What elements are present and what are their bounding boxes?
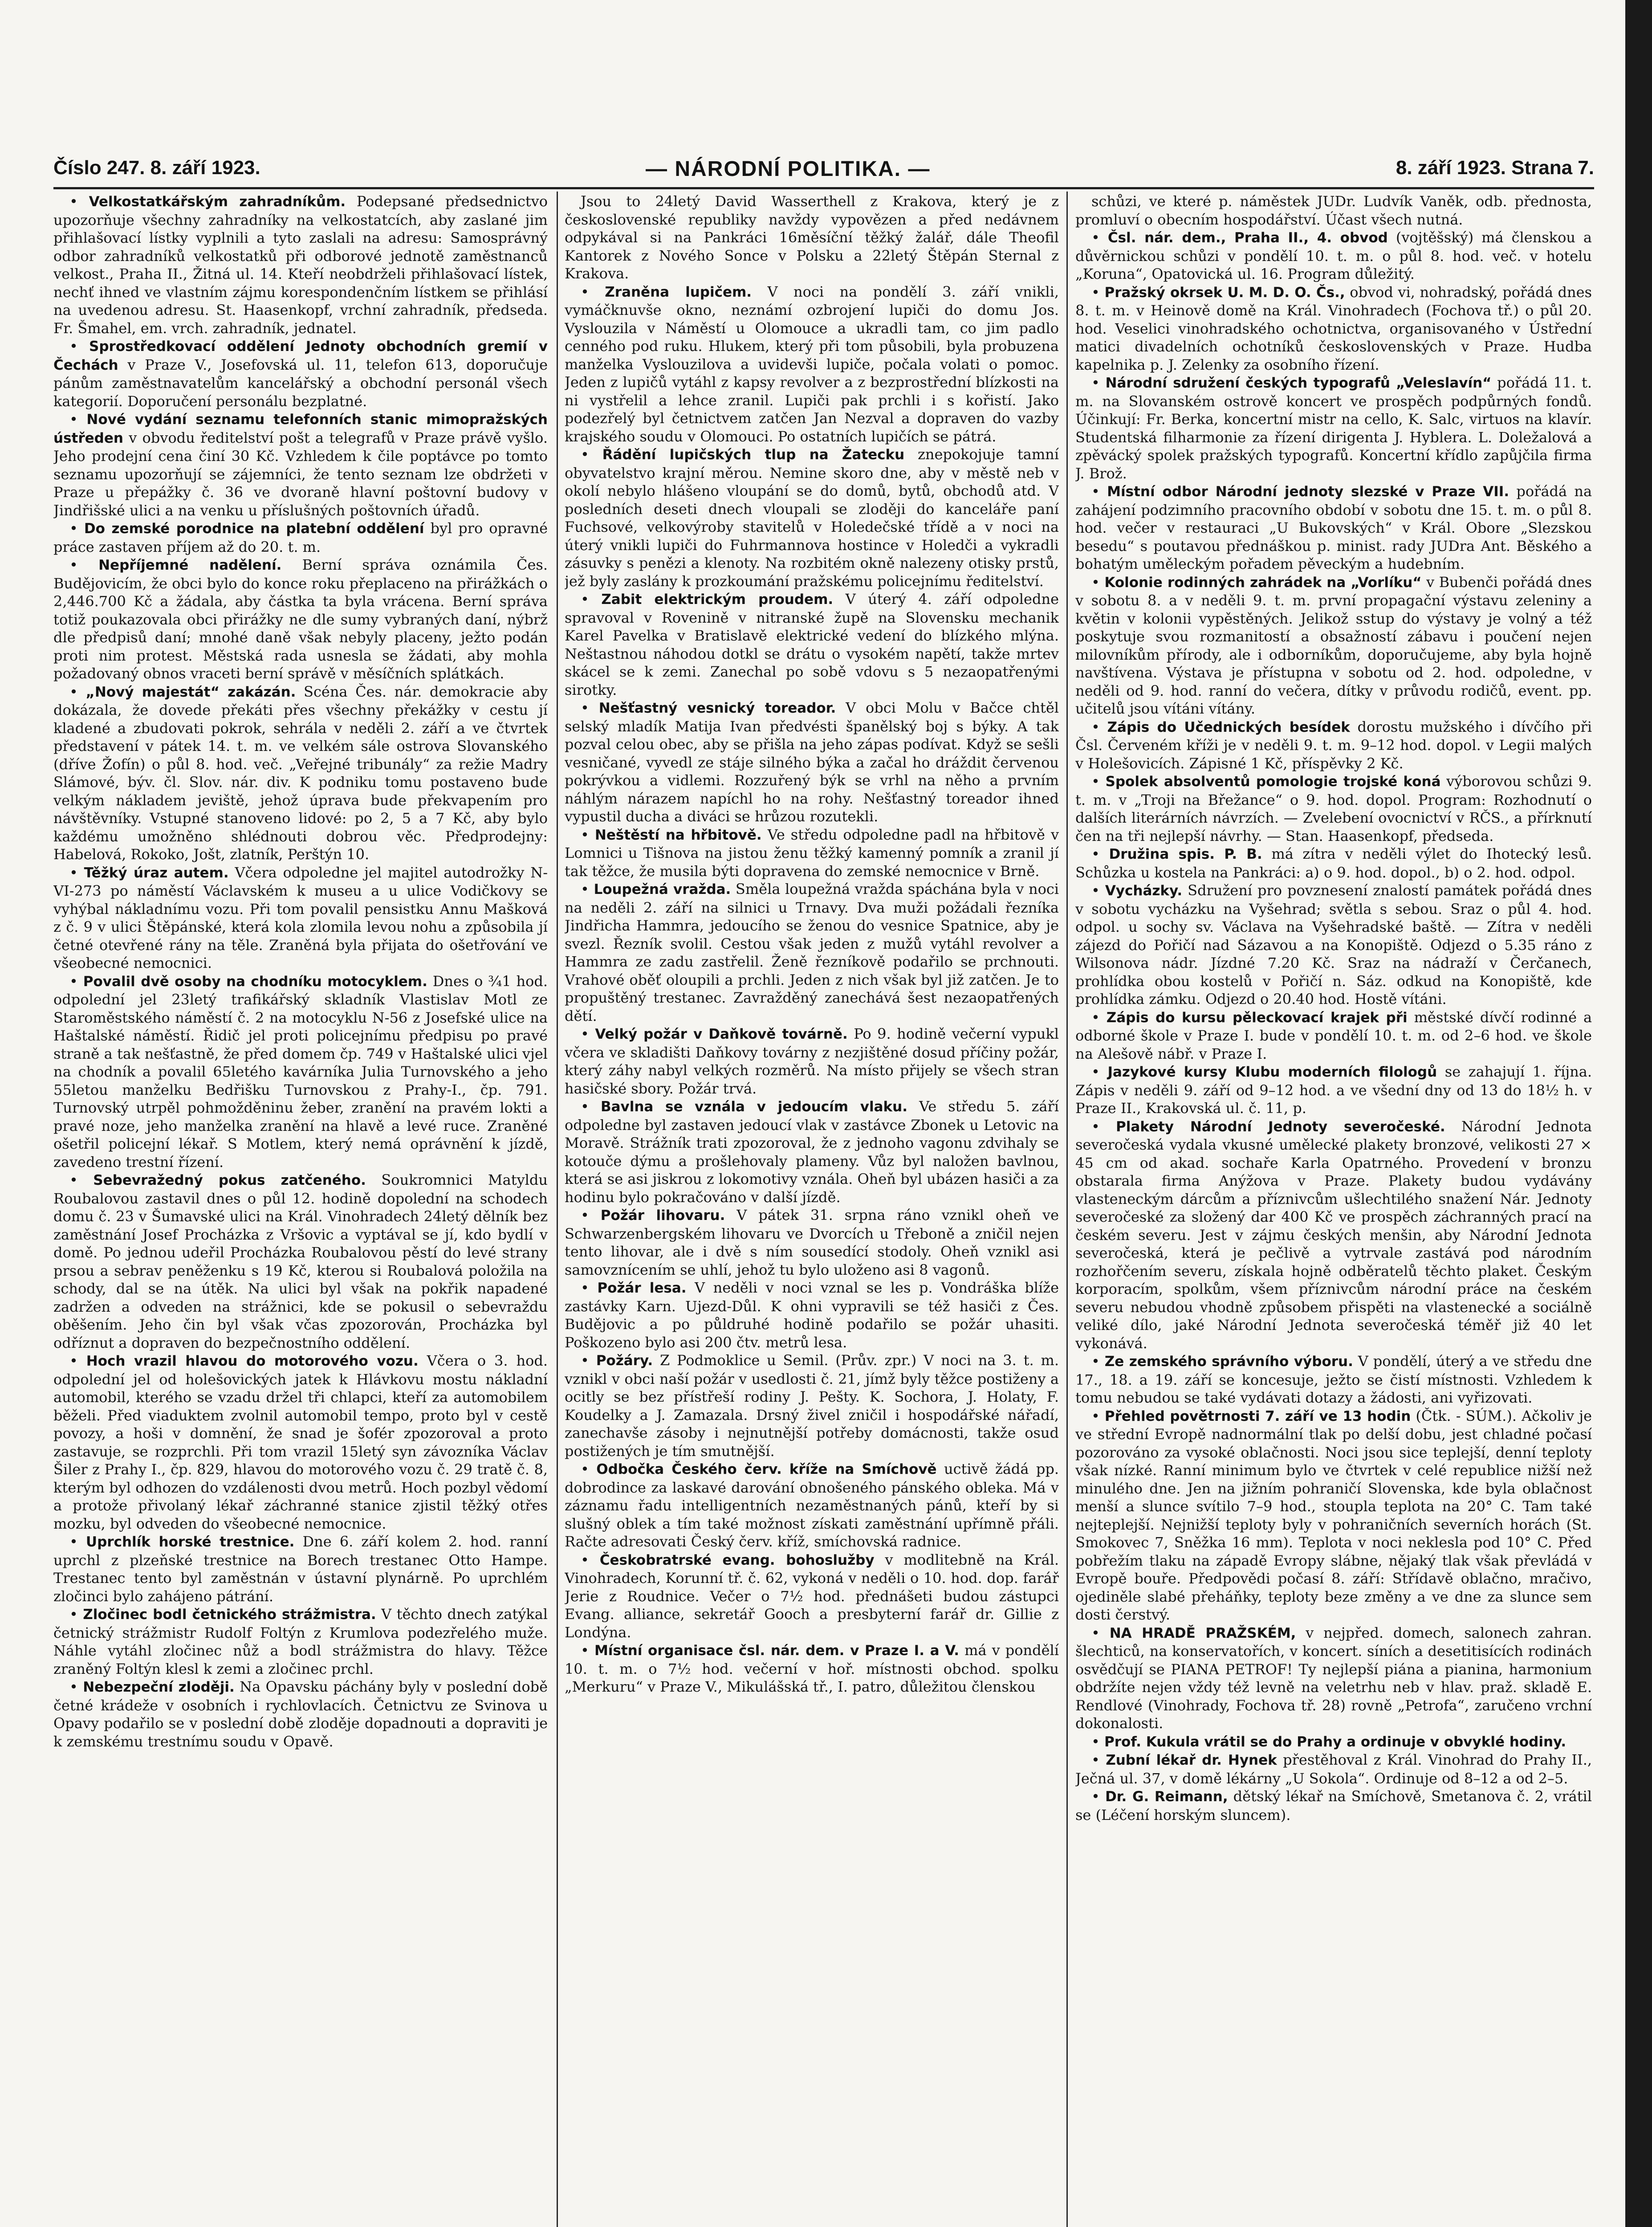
bullet-icon: • [69,1533,86,1550]
article-body: Po 9. hodině večerní vypukl včera ve skladišti Daňkovy továrny z nezjištěné dosud příčiny požár, který záhy nabyl velkých rozměrů. Na místo přijely se všech stran hasičské sbory. Požár trvá. [565,1025,1059,1097]
article-headline: Dr. G. Reimann, [1105,1789,1228,1805]
bullet-icon: • [69,972,83,990]
article-body: městské dívčí rodinné a odborné škole v Praze I. bude v pondělí 10. t. m. od 2–6 hod. ve škole na Alešově nábř. v Praze I. [1075,1008,1592,1062]
bullet-icon: • [69,864,84,881]
article-body: Na Opavsku páchány byly v poslední době četné krádeže v osobních i rychlovlacích. Četnictvu ze Svinova u Opavy podařilo se v poslední době zloděje dopadnouti a dopraviti je k zemskému trestnímu soudu v Opavě. [53,1678,548,1750]
article [565,1279,1059,1351]
column-rule-2 [1066,192,1068,2227]
article [565,1551,1059,1642]
article-body: Soukromnici Matyldu Roubalovou zastavil dnes o půl 12. hodině dopolední na schodech domu č. 23 v Šumavské ulici na Král. Vinohradech 24letý dělník bez zaměstnání Josef Procházka z Vršovic a vyptával se jí, kdo bydlí v domě. Po jednou udeřil Procházka Roubalovou pěstí do levé strany prsou a sebrav peněženku s 19 Kč, kterou si Roubalová položila na schody, dal se na útěk. Na ulici byl však na pokřik napadené zadržen a odveden na strážnici, kde se pokusil o sebevraždu oběšením. Jeho čin byl však včas zpozorován, Procházka byl odříznut a dopraven do bezpečnostního oddělení. [53,1171,548,1351]
article-headline: Nové vydání seznamu telefonních stanic mimopražských ústředen [53,412,548,446]
article-body: má v pondělí 10. t. m. o 7½ hod. večerní v hoř. místnosti obchod. spolku „Merkuru“ v Praze V., Mikulášská tř., I. patro, důležitou členskou [565,1642,1059,1695]
bullet-icon: • [1091,283,1105,301]
article [565,1206,1059,1279]
article-headline: Zubní lékař dr. Hynek [1106,1752,1277,1768]
article-headline: Požár lesa. [597,1280,687,1296]
article-body: znepokojuje tamní obyvatelstvo krajní měrou. Nemine skoro dne, aby v městě neb v okolí nebylo hlášeno vloupání se do domů, bytů, obchodů atd. V posledních deseti dnech vloupali se zloději do kanceláře paní Fuchsové, velkovýroby stavitelů v Holedečské třídě a v noci na úterý vnikli lupiči do Fuhrmannova hostince v Holedči a vykradli zásuvky s penězi a klenoty. Na rozbitém okně nalezeny otisky prstů, jež byly zaslány k prozkoumání pražskému policejnímu ředitelství. [565,446,1059,590]
article-body: Včera odpoledne jel majitel autodrožky N-VI-273 po náměstí Václavském k museu a u ulice Vodičkovy se vyhýbal nákladnímu vozu. Při tom povalil pensistku Annu Mašková z č. 9 v ulici Štěpánské, která kola zlomila levou nohu a způsobila jí četné otevřené rány na těle. Zraněná byla přijata do ošetřování ve všeobecné nemocnici. [53,864,548,971]
bullet-icon: • [581,1098,601,1115]
article-body: Včera o 3. hod. odpolední jel od holešovických jatek k Hlávkovu mostu nákladní automobil, kterého se vzadu držel tři chlapci, kteří za automobilem běželi. Před viaduktem zvolnil automobil tempo, proto byl v cestě povozy, a hoši v domnění, že snad je šofér zpozoroval a proto zastavuje, se rozprchli. Při tom vrazil 15letý syn závozníka Václav Šiler z Prahy I., čp. 829, hlavou do motorového vozu č. 29 tratě č. 8, kterým byl odhozen do vzdálenosti dvou metrů. Hoch pozbyl vědomí a protože přivolaný lékař záchranné stanice zjistil těžký otřes mozku, byl odveden do všeobecné nemocnice. [53,1352,548,1532]
article-headline: NA HRADĚ PRAŽSKÉM, [1109,1625,1296,1641]
article [565,445,1059,590]
article-headline: Místní odbor Národní jednoty slezské v Praze VII. [1107,484,1510,500]
bullet-icon: • [1091,374,1106,391]
article-body: má zítra v neděli výlet do Ihotecký lesů. Schůzka u kostela na Pankráci: a) o 9. hod. dopol., b) o 2. hod. odpol. [1075,845,1592,881]
column-3 [1075,192,1592,2227]
article-headline: Místní organisace čsl. nár. dem. v Praze I. a V. [594,1643,960,1659]
article [1075,845,1592,881]
bullet-icon: • [1091,483,1107,500]
article [1075,1352,1592,1407]
bullet-icon: • [1091,1353,1105,1370]
article-body: Směla loupežná vražda spáchána byla v noci na neděli 2. září na silnici u Trnavy. Dva muži požádali řezníka Jindřicha Hammra, jedoucího se ženou do vesnice Spatnice, aby je svezl. Řezník svolil. Cestou však jeden z mužů vytáhl revolver a Hammra ze zadu zastřelil. Ženě řezníkově podařilo se prchnouti. Vrahové oběť oloupili a prchli. Jeden z nich však byl již zatčen. Je to propuštěný trestanec. Zavražděný zanechává šest nezaopatřených dětí. [565,881,1059,1024]
article-body: V noci na pondělí 3. září vnikli, vymáčknuvše okno, neznámí ozbrojení lupiči do domu Jos. Vyslouzila v Náměstí u Olomouce a ukradli tam, co jim padlo cenného pod ruku. Hlukem, který při tom působili, byla probuzena manželka Vyslouzilova a uvidevši lupiče, počala volati o pomoc. Jeden z lupičů vytáhl z kapsy revolver a z bezprostřední blízkosti na ni vystřelil a lehce zranil. Lupiči pak prchli i s kořistí. Jako podezřelý byl četnictvem zatčen Jan Nezval a dopraven do vazby krajského soudu v Olomouci. Po ostatních lupičích se pátrá. [565,283,1059,445]
article-headline: Nebezpeční zloději. [83,1679,235,1695]
article-body: (Čtk. - SÚM.). Ačkoliv je ve střední Evropě nadnormální tlak po delší dobu, jest chladné počasí pozorováno za vysoké oblačnosti. Noci jsou sice teplejší, denní teploty však nízké. Ranní minimum bylo ve čtvrtek v celé republice nižší než minulého dne. Jen na jižním pohraničí Slovenska, kde byla oblačnost menší a slunce svítilo 7–9 hod., stoupla teplota na 20° C. Tam také nejteplejší. Nejnižší teploty byly v pohraničních severních horách (St. Smokovec 7, Sněžka 16 mm). Teplota v noci neklesla pod 10° C. Před pobřežím tlaku na západě Evropy slábne, nějaký tlak však převládá v Evropě bouře. Předpovědi počasí 8. září: Střídavě oblačno, mračivo, ojediněle slabé přeháňky, teploty beze změny a ve dne za slunce sem dosti čerstvý. [1075,1407,1592,1623]
article-headline: Českobratrské evang. bohoslužby [599,1552,875,1568]
article-body: Národní Jednota severočeská vydala vkusné umělecké plakety bronzové, velikosti 27 × 45 cm od akad. sochaře Karla Opatrného. Provedení v bronzu obstarala firma Anýžova v Praze. Plakety budou vydávány vlasteneckým dárcům a příznivcům ušlechtilého snažení Nár. Jednoty severočeské za složený dar 400 Kč ve prospěch záchranných prací na českém severu. Jest v zájmu českých menšin, aby Národní Jednota severočeská, která je pečlivě a vytrvale zastává pod národním rozhořčením severu, získala hojně odběratelů těchto plaket. Českým korporacím, spolkům, všem příznivcům národní práce na českém severu nebudou vhodně způsobem přispěti na vlastenecké a sociálně veliké dílo, jaké Národní Jednota severočeská téměř již 40 let vykonává. [1075,1118,1592,1352]
article-body: Podepsané předsednictvo upozorňuje všechny zahradníky na velkostatcích, aby zaslané jim přihlašovací lístky vyplnili a tyto zaslali na adresu: Samosprávný odbor zahradníků velkostatků při odborové jednotě zaměstnanců velkost., Praha II., Žitná ul. 14. Kteří neobdrželi přihlašovací lístek, nechť ihned ve vlastním zájmu korespondenčním lístkem se přihlásí na uvedenou adresu. St. Haasenkopf, vrchní zahradník, předseda. Fr. Šmahel, em. vrch. zahradník, jednatel. [53,193,548,337]
article-headline: Řádění lupičských tlup na Žatecku [602,447,905,463]
bullet-icon: • [581,1352,596,1369]
article-headline: Hoch vrazil hlavou do motorového vozu. [86,1353,419,1369]
article-headline: Pražský okrsek U. M. D. O. Čs., [1104,284,1345,301]
article [565,1097,1059,1206]
article-headline: Sebevražedný pokus zatčeného. [93,1172,366,1188]
article-body: pořádá 11. t. m. na Slovanském ostrově koncert ve prospěch podpůrných fondů. Účinkují: Fr. Berka, koncertní mistr na cello, K. Salc, virtuos na klavír. Studentská filharmonie za řízení dirigenta J. Hyblera. L. Doležalová a zpěvácký spolek pražských typografů. Koncertní křídlo zapůjčila firma J. Brož. [1075,374,1592,482]
bullet-icon: • [1091,229,1108,246]
page-number: 8. září 1923. Strana 7. [1396,157,1594,179]
bullet-icon: • [581,881,594,897]
article-body: Scéna Čes. nár. demokracie aby dokázala, že dovede překáti přes všechny překážky v cestu jí kladené a zbudovati pokrok, sehrála v neděli 2. září a ve čtvrtek představení v pátek 14. t. m. ve velkém sále ostrova Slovanského (dříve Žofín) o půl 8. hod. več. „Veřejné tribunály“ za režie Madry Slámové, býv. čl. Slov. nár. div. K podniku tomu postaveno bude velkým nákladem jeviště, jehož úprava bude překvapením pro návštěvníky. Vstupné stanoveno lidové: po 2, 5 a 7 Kč, aby bylo každému umožněno shlédnouti dobrou věc. Předprodejny: Habelová, Rokoko, Jošt, zlatník, Perštýn 10. [53,683,548,863]
article [565,1351,1059,1460]
article-body: dorostu mužského i dívčího při Čsl. Červeném kříži je v neděli 9. t. m. 9–12 hod. dopol. v Legii malých v Holešovicích. Zápisné 1 Kč, příspěvky 2 Kč. [1075,718,1592,772]
page-header [53,157,1594,188]
masthead: — NÁRODNÍ POLITIKA. — [646,157,931,181]
article-headline: Národní sdružení českých typografů „Veleslavín“ [1105,375,1492,391]
article-headline: Velkostatkářským zahradníkům. [89,194,346,210]
article-headline: Nepříjemné nadělení. [98,557,282,573]
bullet-icon: • [1091,773,1106,790]
article [1075,1118,1592,1353]
article [1075,1733,1592,1751]
article-headline: Družina spis. P. B. [1109,846,1262,862]
bullet-icon: • [1091,718,1107,735]
article-headline: Bavlna se vznála v jedoucím vlaku. [600,1099,907,1115]
article [53,1352,548,1533]
article [565,590,1059,699]
article-body: obvod vi, nohradský, pořádá dnes 8. t. m. v Heinově domě na Král. Vinohradech (Fochova tř.) o půl 20. hod. Veselici vinohradského ochotnictva, organisovaného v Ústřední matici divadelních ochotníků československých v Praze. Hudba kapelnika p. J. Zelenky za osobního řízení. [1075,283,1592,373]
article-headline: Těžký úraz autem. [84,865,229,881]
bullet-icon: • [581,826,595,843]
article-body: Dnes o ¾1 hod. odpolední jel 23letý trafikářský skladník Vlastislav Motl ze Staroměstského náměstí č. 2 na motocyklu N-56 z Josefské ulice na Haštalské náměstí. Řidič jel proti policejnímu předpisu po pravé straně a tak nešťastně, že před domem čp. 749 v Haštalské ulici vjel na chodník a povalil 65letého kavárníka Julia Turnovského a jeho 55letou manželku Bedřišku Turnovskou z Prahy-I., čp. 791. Turnovský utrpěl pohmožděninu žeber, zranění na pravém lokti a pravé noze, jeho manželka zranění na hlavě a levé ruce. Zraněné ošetřil policejní lékař. S Motlem, který nemá oprávnění k jízdě, zavedeno trestní řízení. [53,972,548,1171]
article-body: výborovou schůzi 9. t. m. v „Troji na Břežance“ o 9. hod. dopol. Program: Rozhodnutí o dalších literárních návrzích. — Zvelebení ovocnictví v RČS., a přírknutí čen na tři nejlepší návrhy. — Stan. Haasenkopf, předseda. [1075,773,1592,844]
bullet-icon: • [69,1352,86,1369]
article-headline: Prof. Kukula vrátil se do Prahy a ordinuje v obvyklé hodiny. [1104,1733,1567,1750]
article-headline: „Nový majestát“ zakázán. [85,684,296,700]
article [565,826,1059,881]
article [1075,1787,1592,1824]
bullet-icon: • [69,556,99,573]
article [1075,228,1592,283]
article-headline: Zápis do Učednických besídek [1107,719,1350,735]
article [1075,1008,1592,1063]
article-body: Z Podmoklice u Semil. (Prův. zpr.) V noci na 3. t. m. vznikl v obci naší požár v usedlosti č. 21, jímž byly těžce postiženy a ocitly se bez přístřeší rodiny J. Pešty. K. Sochora, J. Holaty, F. Koudelky a J. Zamazala. Drsný živel zničil i hospodářské nářadí, zanechavše zásoby i nejnutnější potřeby domácnosti, takže osud postižených je tím smutnější. [565,1352,1059,1460]
article-headline: Do zemské porodnice na platební oddělení [84,521,424,537]
article-body: V úterý 4. září odpoledne spravoval v Rovenině v nitranské župě na Slovensku mechanik Karel Pavelka v Bratislavě elektrické vedení do blízkého mlýna. Neštastnou náhodou dotkl se drátu o vysokém napětí, takže mrtev skácel se k zemi. Zanechal po sobě vdovu s 5 nezaopatřenými sirotky. [565,591,1059,698]
article-body: Dne 6. září kolem 2. hod. ranní uprchl z plzeňské trestnice na Borech trestanec Otto Hampe. Trestanec tento byl zaměstnán v ústavní plynárně. Po uprchlém zločinci bylo zahájeno pátrání. [53,1533,548,1605]
column-2 [565,192,1059,2227]
article [565,192,1059,283]
article-body: v Praze V., Josefovská ul. 11, telefon 613, doporučuje pánům zaměstnavatelům kancelářský a obchodní personál všech kategorií. Doporučení personálu bezplatné. [53,356,548,410]
bullet-icon: • [69,1606,83,1623]
bullet-icon: • [69,1678,83,1695]
bullet-icon: • [1091,845,1109,862]
article-headline: Povalil dvě osoby na chodníku motocyklem. [83,973,427,990]
article-body: Berní správa oznámila Čes. Budějovicím, že obci bylo do konce roku přeplaceno na přirážkách o 2,446.700 Kč a žádala, aby částka ta byla vrácena. Berní správa totiž poukazovala obci přirážky ne dle sumy vybraných daní, nýbrž dle předpisů daní; mnohé daně však nebyly placeny, ježto podán proti nim protest. Městská rada usnesla se žádati, aby mohla požadovaný obnos vraceti berní správě v měsíčních splátkách. [53,556,548,682]
article [1075,772,1592,845]
article-headline: Zločinec bodl četnického strážmistra. [83,1607,376,1623]
bullet-icon: • [581,1642,594,1659]
article [1075,573,1592,718]
article-headline: Odbočka Českého červ. kříže na Smíchově [596,1461,937,1477]
article-body: V obci Molu v Bačce chtěl selský mladík Matija Ivan předvésti španělský boj s býky. A tak pozval celou obec, aby se přišla na jeho zápas podívat. Když se sešli vesničané, vyvedl ze stáje silného býka a začal ho dráždit červenou pokrývkou a vidlemi. Rozzuřený býk se vrhl na něho a prvním náhlým nárazem napíchl ho na rohy. Nešťastný toreador ihned vypustil ducha a diváci se hrůzou rozutekli. [565,699,1059,825]
article [53,683,548,864]
bullet-icon: • [581,283,605,300]
article [53,1605,548,1678]
column-rule-1 [557,192,558,2227]
article [1075,1624,1592,1733]
article [53,410,548,519]
bullet-icon: • [581,699,599,716]
bullet-icon: • [1091,1788,1105,1805]
article-body: Sdružení pro povznesení znalostí památek pořádá dnes v sobotu vycházku na Vyšehrad; světla s sebou. Sraz o půl 4. hod. odpol. u sochy sv. Václava na Vyšehradské baště. — Zítra v neděli zájezd do Pořičí nad Sázavou a na Konopiště. Odjezd o 5.35 ráno z Wilsonova nádr. Jízdné 7.20 Kč. Sraz na nádraží v Čerčanech, prohlídka obou kostelů v Pořičí n. Sáz. odkud na Konopiště, kde prohlídka zámku. Odjezd o 20.40 hod. Hostě vítáni. [1075,882,1592,1007]
article-headline: Spolek absolventů pomologie trojské koná [1105,774,1441,790]
bullet-icon: • [581,1025,595,1042]
article [1075,192,1592,228]
article [53,337,548,410]
bullet-icon: • [69,411,87,428]
bullet-icon: • [581,1551,600,1568]
article [565,1025,1059,1097]
article [53,192,548,337]
bullet-icon: • [1091,1407,1105,1424]
article-headline: Loupežná vražda. [594,881,731,897]
article-headline: Uprchlík horské trestnice. [85,1534,295,1550]
article [1075,1407,1592,1624]
article-headline: Plakety Národní Jednoty severočeské. [1116,1118,1445,1135]
article-headline: Kolonie rodinných zahrádek na „Vorlíku“ [1104,574,1422,591]
bullet-icon: • [581,1279,598,1296]
article-body: v obvodu ředitelství pošt a telegrafů v Praze právě vyšlo. Jeho prodejní cena činí 30 Kč. Vzhledem k čile poptávce po tomto seznamu upozorňují se zájemníci, že tento seznam lze obdržeti v Praze u přepážky č. 36 ve dvoraně hlavní poštovní budovy v Jindřišské ulici a na venku u příslušných poštovních úřadů. [53,429,548,519]
article-body: v nejpřed. domech, salonech zahran. šlechticů, na konservatořích, v koncert. síních a desetitisících rodinách osvědčují se PIANA PETROF! Ty nejlepší piána a pianina, harmonium obdržíte nejen vždy též levně na veletrhu neb v hlav. praž. skladě E. Rendlové (Vinohrady, Fochova tř. 28) rovně „Petrofa“, zaručeno vrchní dokonalosti. [1075,1624,1592,1732]
article-body: uctivě žádá pp. dobrodince za laskavé darování obnošeného pánského oblekа. Má v záznamu řadu intelligentních nezaměstnaných pánů, kteří by si slušný oblek a tím také možnost získati zaměstnání upřímně přáli. Račte adresovati Český červ. kříž, smíchovská radnice. [565,1460,1059,1550]
article [53,972,548,1171]
bullet-icon: • [581,591,602,608]
bullet-icon: • [1091,1733,1105,1750]
article-headline: Čsl. nár. dem., Praha II., 4. obvod [1107,230,1388,246]
article-body: v Bubenči pořádá dnes v sobotu 8. a v neděli 9. t. m. první propagační výstavu zeleniny a květin v koloniі vypěstěných. Jelikož sstup do výstavy je volný a též poskytuje svou rozmanitostí a obsažností zábavu i poučení nejen milovníkům přírody, ale i odborníkům, doporučujeme, aby byla hojně navštívena. Výstava je přístupna v sobotu od 2. hod. odpoledne, v neděli od 9. hod. ranní do večera, dítky v průvodu rodičů, event. pp. učitelů jsou vítáni vítány. [1075,573,1592,717]
article [53,864,548,972]
article-body: dětský lékař na Smíchově, Smetanova č. 2, vrátil se (Léčení horským sluncem). [1075,1788,1592,1823]
article [53,1678,548,1750]
article-body: v modlitebně na Král. Vinohradech, Korunní tř. č. 62, vykoná v neděli o 10. hod. dop. farář Jerie z Roudnice. Večer o 7½ hod. přednášeti budou zástupci Evang. alliance, sekretář Gooch a presbyterní farář dr. Gillie z Londýna. [565,1551,1059,1641]
bullet-icon: • [1091,573,1105,591]
bullet-icon: • [581,446,602,463]
header-rule [53,187,1594,189]
issue-number: Číslo 247. 8. září 1923. [53,157,260,179]
article-headline: Zraněna lupičem. [605,284,752,300]
article-body: byl pro opravné práce zastaven příjem až do 20. t. m. [53,520,548,555]
bullet-icon: • [69,520,84,537]
article [53,519,548,556]
article [565,283,1059,446]
article-body: (vojtěšský) má členskou a důvěrnickou schůzi v pondělí 10. t. m. o půl 8. hod. več. v hotelu „Koruna“, Opatovická ul. 16. Program důležitý. [1075,229,1592,282]
bullet-icon: • [1091,1063,1108,1080]
article [1075,374,1592,482]
article-headline: Velký požár v Daňkově továrně. [595,1026,848,1042]
article-body: V pondělí, úterý a ve středu dne 17., 18. a 19. září se koncesuje, ježto se čistí místnosti. Vzhledem k tomu nebudou se také vydávati dotazy a žádosti, ani vyřizovati. [1075,1353,1592,1406]
article-headline: Nešťastný vesnický toreador. [598,700,836,716]
bullet-icon: • [1091,1624,1110,1641]
article-headline: Sprostředkovací oddělení Jednoty obchodních gremií v Čechách [53,339,548,373]
article [53,1171,548,1352]
article-body: se zahajují 1. října. Zápis v neděli 9. září od 9–12 hod. a ve všední dny od 13 do 18½ h. v Praze II., Krakovská ul. č. 11, p. [1075,1063,1592,1117]
article-headline: Požáry. [596,1353,653,1369]
article [53,556,548,683]
article [1075,482,1592,573]
article-body: přestěhoval z Král. Vinohrad do Prahy II., Ječná ul. 37, v domě lékárny „U Sokola“. Ordinuje od 8–12 a od 2–5. [1075,1751,1592,1787]
article-body: Jsou to 24letý David Wasserthell z Krakova, který je z československé republiky navždy vypovězen a před nedávnem odpykával si na Pankráci 16měsíční těžký žalář, dále Theofil Kantorek z Nového Sonce v Polsku a 22letý Štěpán Sternal z Krakova. [565,193,1059,282]
bullet-icon: • [581,1460,597,1477]
article-body: Ve středu 5. září odpoledne byl zastaven jedoucí vlak v zastávce Zbonek u Letovic na Moravě. Strážník trati zpozoroval, že z jednoho vagonu zdvihaly se kotouče dýmu a prošlehovaly plameny. Vůz byl naložen bavlnou, která se asi jiskrou z lokomotivy vznála. Oheň byl ubázen hasiči a za hodinu bylo pokračováno v další jízdě. [565,1098,1059,1206]
article [565,1641,1059,1696]
article-body: V neděli v noci vznal se les p. Vondráška blíže zastávky Karn. Ujezd-Důl. K ohni vypravili se též hasiči z Čes. Budějovic a po půldruhé hodině podařilo se požár uhasiti. Poškozeno bylo asi 200 čtv. metrů lesa. [565,1279,1059,1351]
article [1075,718,1592,773]
article-headline: Vycházky. [1105,883,1183,899]
article [565,880,1059,1025]
article [565,1460,1059,1551]
bullet-icon: • [1091,1118,1116,1135]
article-headline: Zabit elektrickým proudem. [601,591,834,608]
bullet-icon: • [69,1171,94,1188]
article-headline: Ze zemského správního výboru. [1104,1354,1353,1370]
article [565,699,1059,826]
article-headline: Jazykové kursy Klubu moderních filologů [1107,1064,1437,1080]
bullet-icon: • [1091,1008,1107,1026]
article [1075,1751,1592,1787]
article [1075,1063,1592,1118]
article-headline: Neštěstí na hřbitově. [594,827,762,843]
article [53,1533,548,1605]
column-1 [53,192,548,2227]
article-headline: Požár lihovaru. [600,1207,725,1224]
bullet-icon: • [1091,882,1105,899]
bullet-icon: • [69,193,89,210]
article-body: Ve středu odpoledne padl na hřbitově v Lomnici u Tišnova na jistou ženu těžký kamenný pomník a zranil jí tak těžce, že musila býti dopravena do zemské nemocnice v Brně. [565,826,1059,880]
bullet-icon: • [69,338,90,355]
article-headline: Přehled povětrnosti 7. září ve 13 hodin [1104,1408,1411,1424]
article-headline: Zápis do kursu pěleckovací krajek při [1106,1009,1408,1026]
bullet-icon: • [1091,1751,1106,1768]
bullet-icon: • [581,1207,601,1224]
article-body: V těchto dnech zatýkal četnický strážmistr Rudolf Foltýn z Krumlova podezřelého muže. Náhle vytáhl zločinec nůž a bodl strážmistra do hlavy. Těžce zraněný Foltýn klesl k zemi a zločinec prchl. [53,1606,548,1677]
bullet-icon: • [69,683,86,700]
article [1075,881,1592,1008]
article-body: pořádá na zahájení podzimního pracovního období v sobotu dne 15. t. m. o půl 8. hod. večer v restauraci „U Bukovských“ v Král. Obore „Slezskou besedu“ s poutavou přednáškou p. minist. rady JUDra Ant. Běského a bohatým uměleckým pořadem pěveckým a hudebním. [1075,483,1592,572]
article-body: V pátek 31. srpna ráno vznikl oheň ve Schwarzenbergském lihovaru ve Dvorcích u Třeboně a zničil nejen tento lihovar, ale i dvě s ním sousedící stodoly. Oheň vznikl asi samovznícením se uhlí, jehož tu bylo uloženo asi 8 vagonů. [565,1207,1059,1278]
article [1075,283,1592,374]
scan-edge [1625,0,1652,2227]
article-body: schůzi, ve které p. náměstek JUDr. Ludvík Vaněk, odb. přednosta, promluví o obecním hospodářství. Účast všech nutná. [1075,193,1592,228]
